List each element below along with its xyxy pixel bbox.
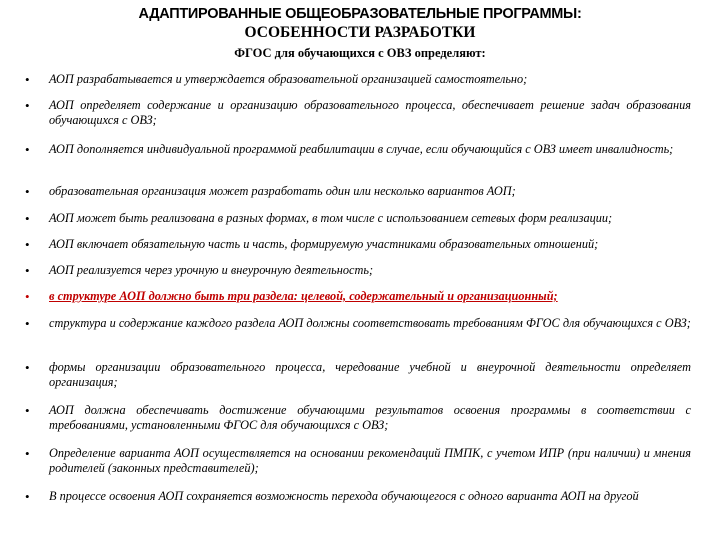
list-item-text: АОП разрабатывается и утверждается образовательной организацией самостоятельно; bbox=[49, 72, 528, 86]
list-item-text: АОП должна обеспечивать достижение обучающими результатов освоения программы в соответствии с требованиями, установленными ФГОС для обучающихся с ОВЗ; bbox=[49, 403, 691, 432]
bullet-icon: • bbox=[25, 316, 30, 331]
bullet-icon: • bbox=[25, 360, 30, 375]
list-item-text: формы организации образовательного процесса, чередование учебной и внеурочной деятельности определяет организация; bbox=[49, 360, 691, 389]
list-item-text: Определение варианта АОП осуществляется на основании рекомендаций ПМПК, с учетом ИПР (при наличии) и мнения родителей (законных представителей); bbox=[49, 446, 691, 475]
list-item-text: АОП реализуется через урочную и внеурочную деятельность; bbox=[49, 263, 374, 277]
bullet-icon: • bbox=[25, 263, 30, 278]
page-title-line2: ОСОБЕННОСТИ РАЗРАБОТКИ bbox=[244, 24, 476, 41]
list-item-text: АОП включает обязательную часть и часть, формируемую участниками образовательных отношений; bbox=[49, 237, 599, 251]
list-item-text: В процессе освоения АОП сохраняется возможность перехода обучающегося с одного варианта АОП на другой bbox=[49, 489, 639, 503]
bullet-icon: • bbox=[25, 98, 30, 113]
bullet-icon: • bbox=[25, 184, 30, 199]
list-item-text: АОП может быть реализована в разных формах, в том числе с использованием сетевых форм реализации; bbox=[49, 211, 613, 225]
list-item-text: структура и содержание каждого раздела АОП должны соответствовать требованиям ФГОС для обучающихся с ОВЗ; bbox=[49, 316, 691, 330]
bullet-icon: • bbox=[25, 403, 30, 418]
bullet-icon: • bbox=[25, 489, 30, 504]
bullet-icon: • bbox=[25, 142, 30, 157]
bullet-icon: • bbox=[25, 211, 30, 226]
bullet-icon: • bbox=[25, 237, 30, 252]
bullet-icon: • bbox=[25, 289, 30, 304]
list-item-text: образовательная организация может разработать один или несколько вариантов АОП; bbox=[49, 184, 516, 198]
bullet-icon: • bbox=[25, 446, 30, 461]
list-item-text: АОП дополняется индивидуальной программой реабилитации в случае, если обучающийся с ОВЗ имеет инвалидность; bbox=[49, 142, 674, 156]
bullet-icon: • bbox=[25, 72, 30, 87]
page-title: АДАПТИРОВАННЫЕ ОБЩЕОБРАЗОВАТЕЛЬНЫЕ ПРОГРАММЫ: bbox=[138, 6, 582, 22]
list-item-text: в структуре АОП должно быть три раздела: целевой, содержательный и организационный; bbox=[49, 289, 558, 303]
list-item-text: АОП определяет содержание и организацию образовательного процесса, обеспечивает решение задач образования обучающихся с ОВЗ; bbox=[49, 98, 691, 127]
subtitle: ФГОС для обучающихся с ОВЗ определяют: bbox=[234, 46, 486, 60]
